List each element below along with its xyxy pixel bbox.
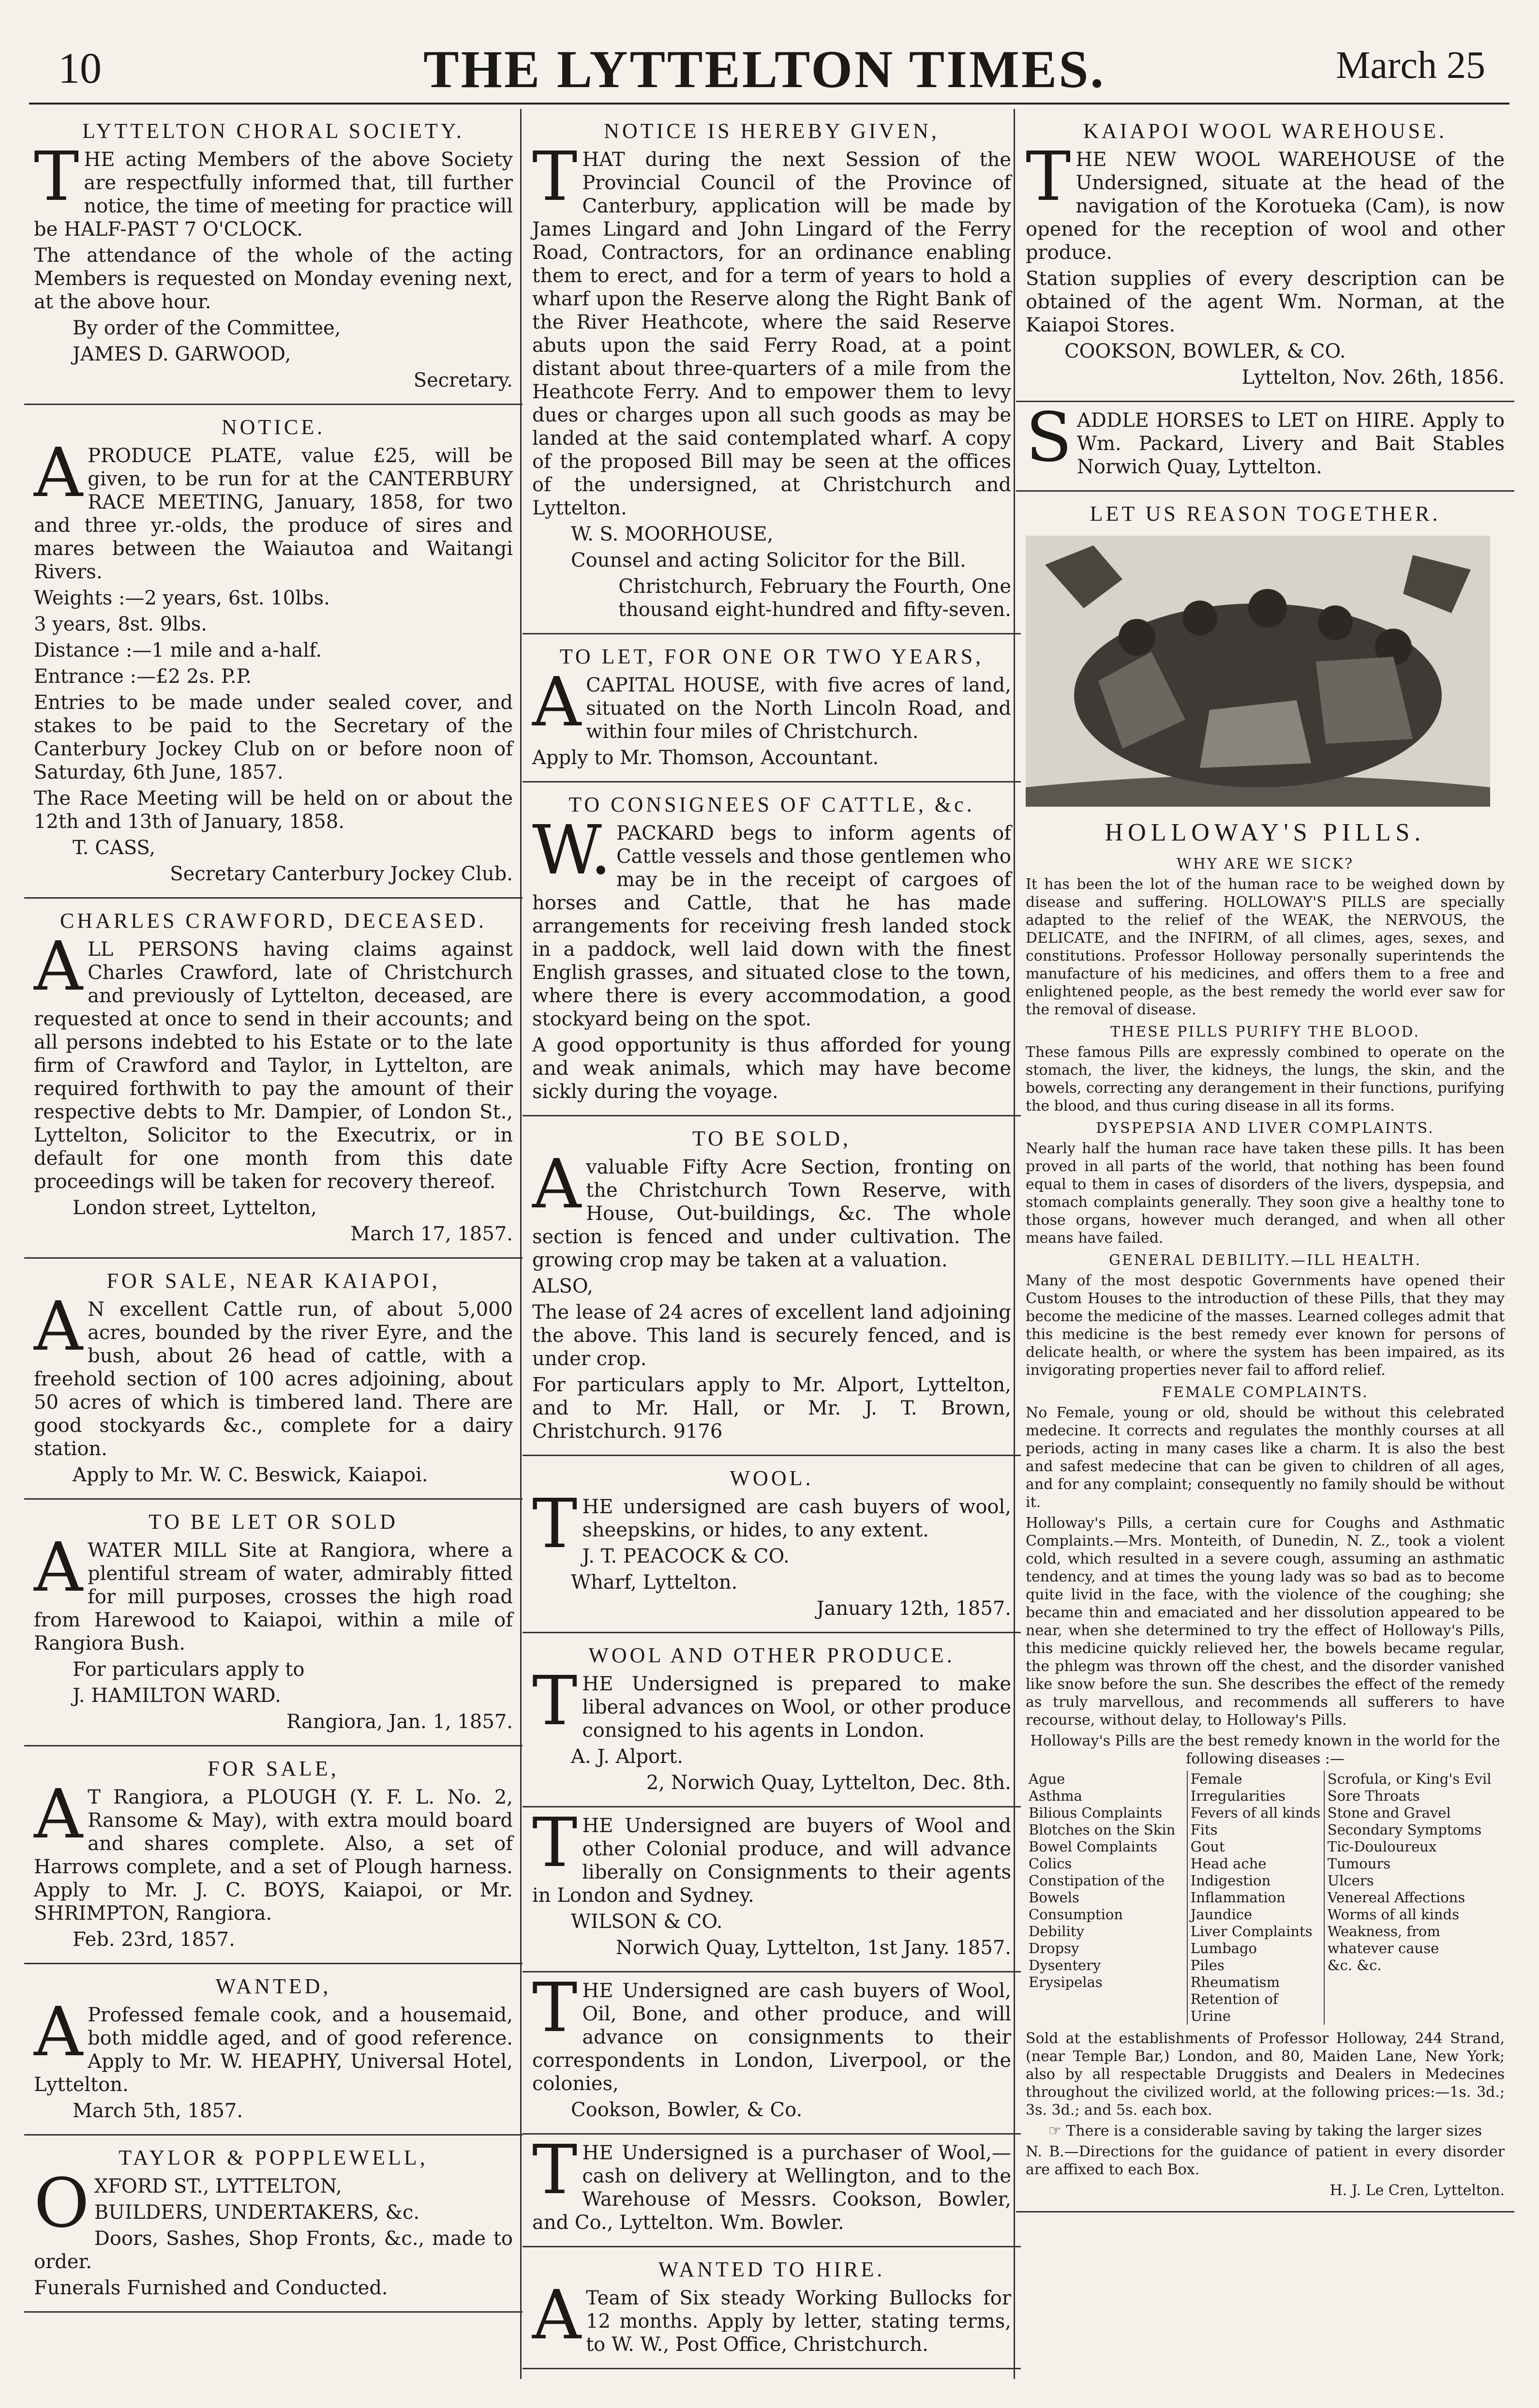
disease-item: Tumours [1327, 1855, 1391, 1872]
ad-title: NOTICE IS HEREBY GIVEN, [604, 119, 940, 143]
ad-paragraph: The attendance of the whole of the acting Members is requested on Monday evening next, at the above hour. [34, 244, 513, 313]
ad-paragraph: AN excellent Cattle run, of about 5,000 acres, bounded by the river Eyre, and the bush, about 26 head of cattle, with a freehold section of 100 acres adjoining, about 50 acres of which is timbered land. There are good stockyards &c., complete for a dairy station. [34, 1287, 513, 1460]
disease-item: Piles [1190, 1957, 1225, 1973]
ad-paragraph: AT Rangiora, a PLOUGH (Y. F. L. No. 2, Ransome & May), with extra mould board and shares complete. Also, a set of Harrows complete, and a set of Plough harness. Apply to Mr. J. C. BOYS, Kaiapoi, or Mr. SHRIMPTON, Rangiora. [34, 1775, 513, 1925]
ad-paragraph: For particulars apply to Mr. Alport, Lyttelton, and to Mr. Hall, or Mr. J. T. Brown, Christchurch. 9176 [532, 1374, 1011, 1443]
ad-paragraph: THE acting Members of the above Society are respectfully informed that, till further notice, the time of meeting for practice will be HALF-PAST 7 O'CLOCK. [34, 137, 513, 241]
ad-paragraph: Apply to Mr. Thomson, Accountant. [532, 747, 879, 769]
section-text: These famous Pills are expressly combined to operate on the stomach, the liver, the kidneys, the lungs, the skin, and the bowels, correcting any derangement in their functions, purifying the blood, and thus curing disease in all its forms. [1026, 1044, 1505, 1114]
ad-signature-line: W. S. MOORHOUSE, [571, 523, 774, 545]
advertisement [523, 1633, 1021, 1807]
advertisement [523, 1804, 1021, 1972]
page-number: 10 [58, 45, 102, 92]
advertisement [24, 899, 523, 1259]
ad-paragraph: The lease of 24 acres of excellent land adjoining the above. This land is securely fenced, and is under crop. [532, 1301, 1011, 1370]
ad-paragraph: A good opportunity is thus afforded for young and weak animals, which may have become sickly during the voyage. [532, 1034, 1011, 1103]
disease-item: Lumbago [1190, 1940, 1257, 1956]
disease-item: Debility [1029, 1923, 1084, 1940]
section-text: Many of the most despotic Governments have opened their Custom Houses to the introduction of these Pills, that they may become the medicine of the masses. Learned colleges admit that this medicine is the best remedy ever known for persons of delicate health, or where the system has been impaired, as its invigorating properties never fail to afford relief. [1026, 1272, 1505, 1379]
disease-item: Sore Throats [1327, 1788, 1420, 1804]
advertisement [24, 2136, 523, 2313]
ad-paragraph: Weights :—2 years, 6st. 10lbs. [34, 587, 330, 609]
ad-title: WOOL. [730, 1466, 814, 1490]
ad-paragraph: AProfessed female cook, and a housemaid, both middle aged, and of good reference. Apply to Mr. W. HEAPHY, Universal Hotel, Lyttelton. [34, 1993, 513, 2096]
disease-item: Liver Complaints [1190, 1923, 1313, 1940]
ad-signature-line: COOKSON, BOWLER, & CO. [1064, 340, 1346, 362]
ad-title: WANTED, [215, 1974, 331, 1998]
ad-signature-line: Christchurch, February the Fourth, One thousand eight-hundred and fifty-seven. [618, 575, 1011, 621]
column-1 [24, 109, 523, 2379]
diseases-column [1026, 1771, 1187, 2025]
section-heading: THESE PILLS PURIFY THE BLOOD. [1110, 1023, 1420, 1040]
disease-item: Ulcers [1327, 1872, 1374, 1889]
ad-title: KAIAPOI WOOL WAREHOUSE. [1083, 119, 1447, 143]
advertisement [24, 405, 523, 899]
ad-paragraph: Station supplies of every description can be obtained of the agent Wm. Norman, at the Kaiapoi Stores. [1026, 268, 1505, 336]
advertisement [24, 1964, 523, 2136]
advertisement [523, 109, 1021, 634]
ad-signature-line: Secretary Canterbury Jockey Club. [170, 863, 513, 885]
ad-title: NOTICE. [221, 415, 326, 439]
ad-paragraph: Entries to be made under sealed cover, and stakes to be paid to the Secretary of the Canterbury Jockey Club on or before noon of Saturday, 6th June, 1857. [34, 692, 513, 783]
engraving-illustration [1026, 536, 1490, 807]
ad-paragraph: Entrance :—£2 2s. P.P. [34, 665, 252, 688]
ad-signature-line: Wharf, Lyttelton. [571, 1571, 738, 1594]
sold-at: Sold at the establishments of Professor Holloway, 244 Strand, (near Temple Bar,) London, and 80, Maiden Lane, New York; also by all respectable Druggists and Dealers in Medecines throughout the civilized world, at the following prices:—1s. 3d.; 3s. 3d.; and 5s. each box. [1026, 2030, 1505, 2119]
disease-item: Inflammation [1190, 1889, 1285, 1906]
column-3 [1016, 109, 1514, 2379]
ad-paragraph: Funerals Furnished and Conducted. [34, 2277, 388, 2299]
ad-paragraph: ATeam of Six steady Working Bullocks for 12 months. Apply by letter, stating terms, to W. W., Post Office, Christchurch. [532, 2276, 1011, 2356]
ad-paragraph: THE Undersigned is prepared to make liberal advances on Wool, or other produce consigned to his agents in London. [532, 1662, 1011, 1742]
disease-item: Fevers of all kinds [1190, 1805, 1321, 1821]
ad-paragraph: ALSO, [532, 1275, 594, 1297]
section-heading: WHY ARE WE SICK? [1176, 856, 1354, 873]
ad-signature-line: March 5th, 1857. [73, 2100, 243, 2122]
disease-item: Jaundice [1190, 1906, 1253, 1923]
ad-paragraph: BUILDERS, UNDERTAKERS, &c. [94, 2201, 420, 2224]
masthead-rule [29, 103, 1509, 105]
newspaper-title: THE LYTTELTON TIMES. [423, 40, 1106, 99]
ad-signature-line: Secretary. [413, 369, 513, 391]
ad-title: LYTTELTON CHORAL SOCIETY. [82, 119, 464, 143]
ad-title: TO CONSIGNEES OF CATTLE, &c. [568, 793, 975, 816]
ad-title: TO LET, FOR ONE OR TWO YEARS, [559, 645, 984, 668]
agent-signature: H. J. Le Cren, Lyttelton. [1330, 2182, 1505, 2199]
advertisement [24, 1259, 523, 1500]
advertisement [523, 2131, 1021, 2247]
ad-signature-line: J. T. PEACOCK & CO. [582, 1545, 790, 1567]
ad-title: TO BE LET OR SOLD [149, 1510, 398, 1534]
section-heading: DYSPEPSIA AND LIVER COMPLAINTS. [1096, 1120, 1434, 1137]
disease-item: Constipation of the Bowels [1029, 1872, 1165, 1906]
advertisement [24, 109, 523, 405]
ad-paragraph: ALL PERSONS having claims against Charles Crawford, late of Christchurch and previously of Lyttelton, deceased, are requested at once to send in their accounts; and all persons indebted to his Estate or to the late firm of Crawford and Taylor, in Lyttelton, are required forthwith to pay the amount of their respective debts to Mr. Dampier, of London St., Lyttelton, Solicitor to the Executrix, or in default for one month from this date proceedings will be taken for recovery thereof. [34, 927, 513, 1193]
section-heading: FEMALE COMPLAINTS. [1162, 1384, 1369, 1401]
ad-signature-line: Apply to Mr. W. C. Beswick, Kaiapoi. [73, 1464, 428, 1486]
ad-paragraph: ACAPITAL HOUSE, with five acres of land, situated on the North Lincoln Road, and within four miles of Christchurch. [532, 663, 1011, 743]
disease-item: Female Irregularities [1190, 1771, 1285, 1804]
disease-item: Rheumatism [1190, 1974, 1280, 1990]
disease-item: Gout [1190, 1838, 1225, 1855]
ad-signature-line: By order of the Committee, [73, 317, 341, 339]
ad-signature-line: 2, Norwich Quay, Lyttelton, Dec. 8th. [646, 1772, 1011, 1794]
advertisement [523, 783, 1021, 1116]
disease-item: Blotches on the Skin [1029, 1821, 1176, 1838]
ad-signature-line: JAMES D. GARWOOD, [73, 343, 291, 365]
ad-title: WOOL AND OTHER PRODUCE. [588, 1643, 955, 1667]
diseases-column [1324, 1771, 1505, 2025]
disease-item: Bowel Complaints [1029, 1838, 1158, 1855]
ad-title: WANTED TO HIRE. [658, 2258, 885, 2281]
advertisement [523, 2247, 1021, 2369]
advertisement [24, 1746, 523, 1964]
disease-item: Dropsy [1029, 1940, 1079, 1956]
ad-signature-line: March 17, 1857. [350, 1223, 513, 1245]
ad-title: FOR SALE, NEAR KAIAPOI, [106, 1269, 440, 1293]
ad-title: TAYLOR & POPPLEWELL, [119, 2146, 428, 2169]
advertisement [523, 1456, 1021, 1633]
ad-signature-line: London street, Lyttelton, [73, 1197, 317, 1219]
ad-paragraph: Avaluable Fifty Acre Section, fronting on the Christchurch Town Reserve, with House, Out-buildings, &c. The whole section is fenced and under cultivation. The growing crop may be taken at a valuation. [532, 1145, 1011, 1271]
advertisement [1016, 109, 1514, 402]
section-text: It has been the lot of the human race to be weighed down by disease and suffering. HOLLOWAY'S PILLS are specially adapted to the relief of the WEAK, the NERVOUS, the DELICATE, and the INFIRM, of all climes, ages, sexes, and constitutions. Professor Holloway personally superintends the manufacture of his medicines, and offers them to a free and enlightened people, as the best remedy the world ever saw for the removal of disease. [1026, 876, 1505, 1018]
ad-paragraph: AWATER MILL Site at Rangiora, where a plentiful stream of water, admirably fitted for mill purposes, crosses the high road from Harewood to Kaiapoi, within a mile of Rangiora Bush. [34, 1528, 513, 1655]
ad-paragraph: OXFORD ST., LYTTELTON, [34, 2164, 342, 2243]
testimonial: Holloway's Pills, a certain cure for Coughs and Asthmatic Complaints.—Mrs. Monteith, of Dunedin, N. Z., took a violent cold, which resulted in a severe cough, assuming an asthmatic tendency, and at times the young lady was so bad as to become quite livid in the face, with the violence of the coughing; she became thin and emaciated and her dissolution appeared to be near, when she determined to try the effect of Holloway's Pills, this medicine quickly relieved her, the bowels became regular, the phlegm was thrown off the chest, and the disorder vanished like snow before the sun. She describes the effect of the remedy as truly marvellous, and recommends all sufferers to have recourse, without delay, to Holloway's Pills. [1026, 1515, 1505, 1729]
ad-signature-line: A. J. Alport. [571, 1746, 683, 1768]
ad-signature-line: For particulars apply to [73, 1658, 305, 1681]
disease-item: Scrofula, or King's Evil [1327, 1771, 1492, 1787]
ad-signature-line: January 12th, 1857. [816, 1597, 1011, 1620]
ad-paragraph: The Race Meeting will be held on or about the 12th and 13th of January, 1858. [34, 787, 513, 833]
ad-signature-line: T. CASS, [73, 837, 156, 859]
ad-signature-line: Counsel and acting Solicitor for the Bill. [571, 549, 966, 572]
disease-item: Fits [1190, 1821, 1218, 1838]
advertisement [523, 634, 1021, 783]
advertisement [24, 1500, 523, 1746]
holloway-title: HOLLOWAY'S PILLS. [1105, 819, 1426, 846]
disease-item: Venereal Affections [1327, 1889, 1465, 1906]
saving-note: ☞ There is a considerable saving by taking the larger sizes [1048, 2122, 1482, 2139]
disease-item: Indigestion [1190, 1872, 1271, 1889]
ad-title: FOR SALE, [208, 1757, 339, 1780]
disease-item: Weakness, from whatever cause [1327, 1923, 1440, 1956]
ad-signature-line: Norwich Quay, Lyttelton, 1st Jany. 1857. [615, 1937, 1011, 1959]
section-text: Nearly half the human race have taken these pills. It has been proved in all parts of the world, that nothing has been found equal to them in cases of disorders of the livers, dyspepsia, and stomach complaints generally. They soon give a healthy tone to those organs, however much deranged, and when all other means have failed. [1026, 1140, 1505, 1247]
ad-paragraph: SADDLE HORSES to LET on HIRE. Apply to Wm. Packard, Livery and Bait Stables Norwich Quay, Lyttelton. [1026, 398, 1505, 478]
ad-paragraph: THE Undersigned is a purchaser of Wool,—cash on delivery at Wellington, and to the Warehouse of Messrs. Cookson, Bowler, and Co., Lyttelton. Wm. Bowler. [532, 2131, 1011, 2234]
ad-paragraph: APRODUCE PLATE, value £25, will be given, to be run for at the CANTERBURY RACE MEETING, January, 1858, for two and three yr.-olds, the produce of sires and mares between the Waiautoa and Waitangi Rivers. [34, 434, 513, 583]
ad-signature-line: WILSON & CO. [571, 1911, 723, 1933]
advertisement [1016, 398, 1514, 492]
disease-item: Secondary Symptoms [1327, 1821, 1482, 1838]
issue-date: March 25 [1336, 44, 1485, 87]
disease-item: Bilious Complaints [1029, 1805, 1163, 1821]
masthead [39, 34, 1490, 102]
disease-item: Consumption [1029, 1906, 1123, 1923]
ad-paragraph: Doors, Sashes, Shop Fronts, &c., made to order. [34, 2227, 513, 2273]
disease-item: Asthma [1029, 1788, 1082, 1804]
ad-signature-line: Rangiora, Jan. 1, 1857. [286, 1711, 513, 1733]
ad-paragraph: THE Undersigned are buyers of Wool and other Colonial produce, and will advance liberally on Consignments to their agents in London and Sydney. [532, 1804, 1011, 1907]
ad-signature-line: Cookson, Bowler, & Co. [571, 2099, 803, 2121]
ad-signature-line: Feb. 23rd, 1857. [73, 1928, 235, 1951]
disease-item: Retention of Urine [1190, 1991, 1278, 2024]
diseases-table [1026, 1771, 1505, 2025]
section-text: No Female, young or old, should be without this celebrated medecine. It corrects and regulates the monthly courses at all periods, acting in many cases like a charm. It is also the best and safest medecine that can be given to children of all ages, and for any complaint; consequently no family should be without it. [1026, 1404, 1505, 1511]
holloway-banner: LET US REASON TOGETHER. [1090, 502, 1441, 526]
ad-paragraph: THE undersigned are cash buyers of wool, sheepskins, or hides, to any extent. [532, 1485, 1011, 1564]
disease-item: Stone and Gravel [1327, 1805, 1451, 1821]
ad-signature-line: J. HAMILTON WARD. [73, 1685, 281, 1707]
column-2 [523, 109, 1021, 2379]
section-heading: GENERAL DEBILITY.—ILL HEALTH. [1109, 1252, 1421, 1269]
ad-paragraph: THAT during the next Session of the Provincial Council of the Province of Canterbury, application will be made by James Lingard and John Lingard of the Ferry Road, Contractors, for an ordinance enabling them to erect, and for a term of years to hold a wharf upon the Reserve along the Right Bank of the River Heathcote, where the said Reserve abuts upon the said Ferry Road, at a point distant about three-quarters of a mile from the Heathcote Ferry. And to empower them to levy dues or charges upon all such goods as may be landed at the said contemplated wharf. A copy of the proposed Bill may be seen at the offices of the undersigned, at Christchurch and Lyttelton. [532, 137, 1011, 519]
ad-title: TO BE SOLD, [692, 1127, 851, 1150]
advertisement [523, 1969, 1021, 2135]
ad-signature-line: Lyttelton, Nov. 26th, 1856. [1241, 366, 1505, 389]
ad-paragraph: 3 years, 8st. 9lbs. [34, 613, 207, 635]
ad-title: CHARLES CRAWFORD, DECEASED. [60, 909, 487, 933]
advertisement [523, 1116, 1021, 1456]
diseases-column [1187, 1771, 1324, 2025]
ad-paragraph: THE Undersigned are cash buyers of Wool, Oil, Bone, and other produce, and will advance on consignments to their correspondents in London, Liverpool, or the colonies, [532, 1969, 1011, 2095]
disease-item: Head ache [1190, 1855, 1267, 1872]
ad-paragraph: Distance :—1 mile and a-half. [34, 639, 322, 662]
disease-item: Dysentery [1029, 1957, 1101, 1973]
table-intro: Holloway's Pills are the best remedy known in the world for the following diseases :— [1030, 1732, 1500, 1767]
disease-item: Tic-Douloureux [1327, 1838, 1437, 1855]
ad-paragraph: THE NEW WOOL WAREHOUSE of the Undersigned, situate at the head of the navigation of the Korotueka (Cam), is now opened for the reception of wool and other produce. [1026, 137, 1505, 264]
disease-item: Worms of all kinds [1327, 1906, 1459, 1923]
disease-item: Colics [1029, 1855, 1072, 1872]
disease-item: Erysipelas [1029, 1974, 1103, 1990]
ad-paragraph: W.PACKARD begs to inform agents of Cattle vessels and those gentlemen who may be in the receipt of cargoes of horses and Cattle, that he has made arrangements for receiving fresh landed stock in a paddock, well laid down with the finest English grasses, and situated close to the town, where there is every accommodation, a good stockyard being on the spot. [532, 811, 1011, 1030]
holloway-advertisement [1016, 492, 1514, 2212]
disease-item: Ague [1029, 1771, 1065, 1787]
disease-item: &c. &c. [1327, 1957, 1382, 1973]
nb-note: N. B.—Directions for the guidance of patient in every disorder are affixed to each Box. [1026, 2143, 1505, 2178]
